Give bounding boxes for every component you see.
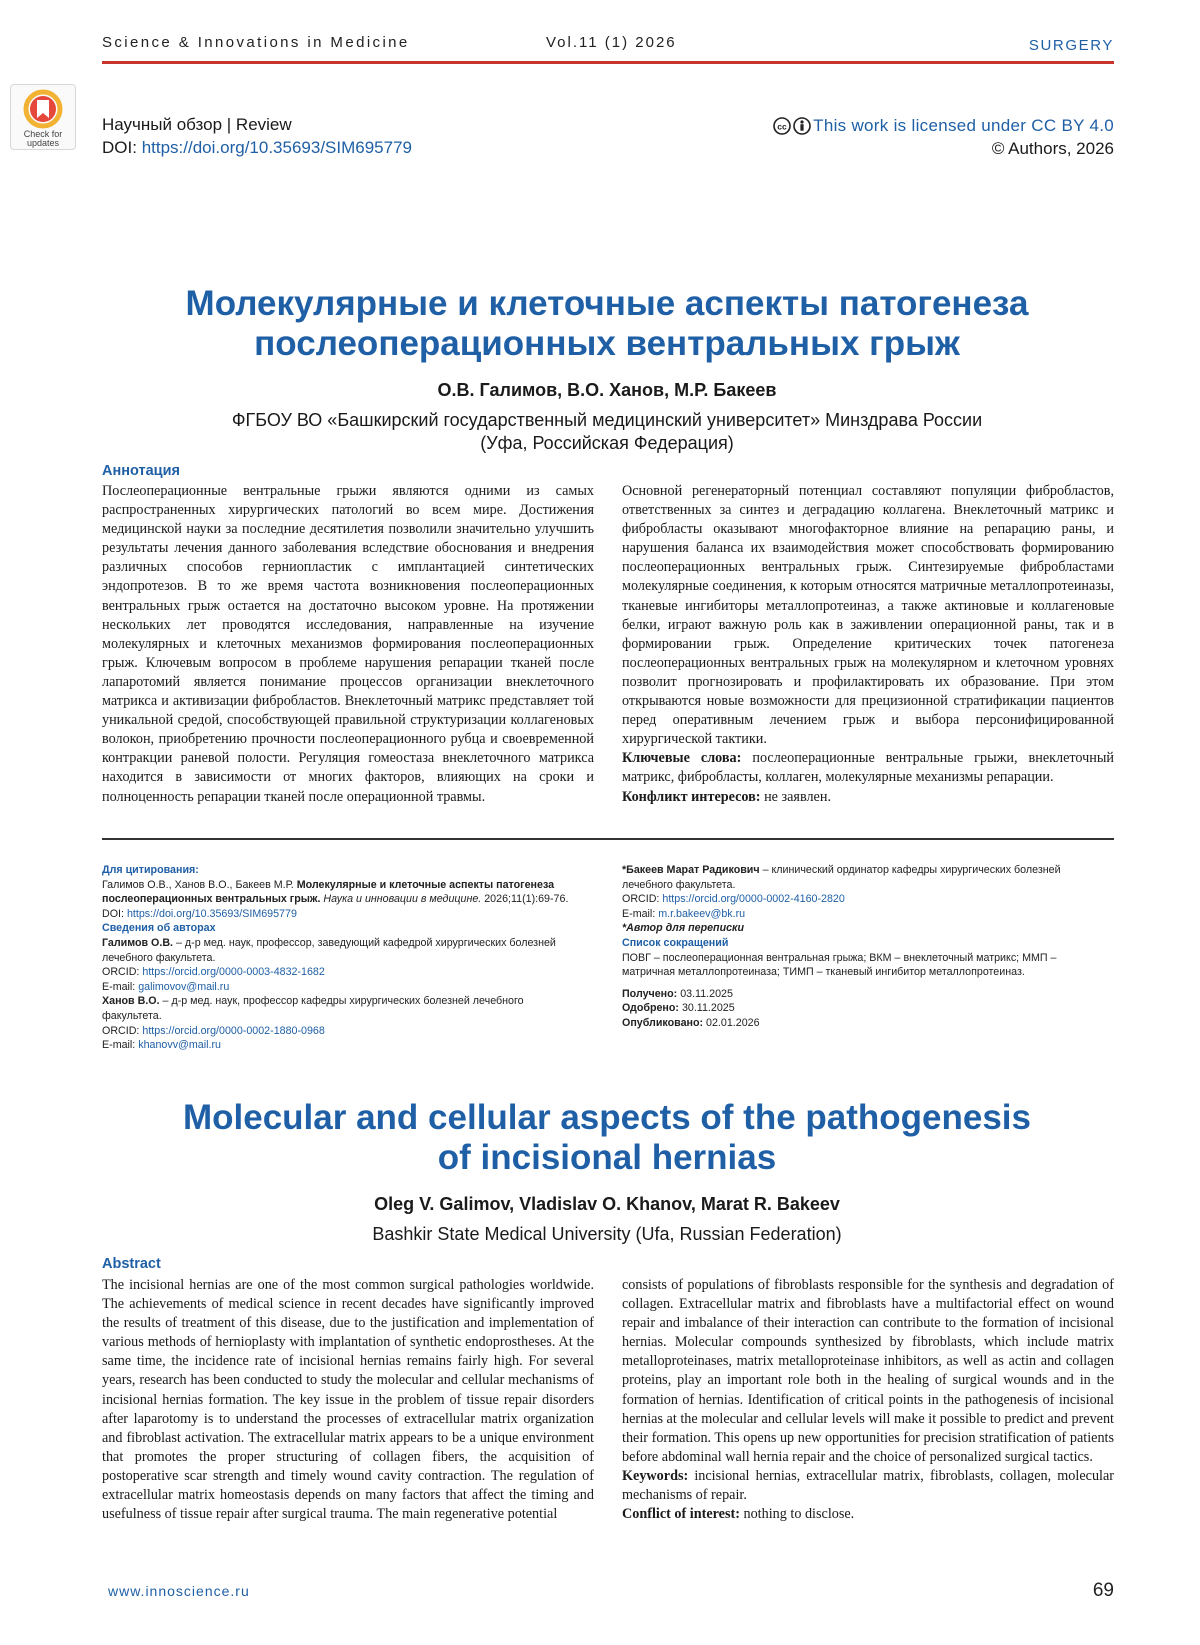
doi-link[interactable]: https://doi.org/10.35693/SIM695779	[141, 138, 412, 157]
footnotes-left	[102, 863, 572, 1053]
license-block	[773, 114, 1114, 160]
approved-date: 30.11.2025	[678, 1002, 735, 1015]
journal-name: Science & Innovations in Medicine	[102, 34, 410, 51]
author-3-name: *Бакеев Марат Радикович	[622, 864, 760, 876]
keywords-en: incisional hernias, extracellular matrix, fibroblasts, collagen, molecular mechanisms of repair.	[622, 1467, 1114, 1504]
running-header	[102, 34, 1114, 64]
abstract-ru-left: Послеоперационные вентральные грыжи являются одними из самых распространенных хирургических патологий во всем мире. Достижения медицинской науки за последние десятилетия позволили значительно улучшить результаты лечения данного заболевания вследствие обоснования и внедрения различных способов герниопластик с имплантацией синтетических эндопротезов. В то же время частота возникновения послеоперационных вентральных грыж остается на достаточно высоком уровне. На протяжении нескольких лет проводятся исследования, направленные на изучение молекулярных и клеточных механизмов формирования послеоперационных грыж. Ключевым вопросом в проблеме нарушения репарации тканей после лапаротомий является понимание процессов организации внеклеточного матрикса и активизации фибробластов. Внеклеточный матрикс представляет той уникальной средой, способствующей правильной структуризации коллагеновых волокон, приобретению прочности послеоперационного рубца и своевременной контракции раневой полости. Регуляция гомеостаза внеклеточного матрикса находится в зависимости от многих факторов, влияющих на сроки и полноценность репарации тканей после операционной травмы.	[102, 483, 594, 805]
conflict-en: nothing to disclose.	[739, 1506, 855, 1523]
volume-info: Vol.11 (1) 2026	[546, 34, 677, 51]
keywords-label-ru: Ключевые слова:	[622, 750, 742, 767]
svg-text:cc: cc	[777, 121, 787, 131]
approved-label: Одобрено:	[622, 1002, 679, 1015]
author-2-name: Ханов В.О.	[102, 995, 160, 1008]
affiliation-ru-line2: (Уфа, Российская Федерация)	[480, 433, 734, 453]
section-divider	[102, 838, 1114, 840]
check-for-updates-icon	[23, 89, 63, 129]
title-ru	[100, 284, 1114, 364]
author-2-email-link[interactable]: khanovv@mail.ru	[138, 1039, 221, 1052]
author-1-desc: – д-р мед. наук, профессор, заведующий кафедрой хирургических болезней лечебного факультета.	[102, 936, 556, 964]
affiliation-ru	[100, 409, 1114, 455]
license-link[interactable]: This work is licensed under CC BY 4.0	[813, 116, 1114, 135]
author-2-email-label: E-mail:	[102, 1039, 139, 1052]
citation-heading: Для цитирования:	[102, 864, 199, 876]
abstract-heading-ru: Аннотация	[102, 463, 180, 479]
author-1-orcid-label: ORCID:	[102, 966, 143, 979]
author-3-desc: – клинический ординатор кафедры хирургических болезней лечебного факультета.	[622, 864, 1061, 891]
footer-website-link[interactable]: www.innoscience.ru	[108, 1583, 250, 1599]
author-3-orcid-link[interactable]: https://orcid.org/0000-0002-4160-2820	[662, 893, 845, 906]
abstract-en-left: The incisional hernias are one of the most common surgical pathologies worldwide. The achievements of medical science in recent decades have significantly improved the results of treatment of this disease, due to the justification and implementation of various methods of hernioplasty with implantation of synthetic endoprostheses. At the same time, the incidence rate of incisional hernias remains fairly high. For several years, research has been conducted to study the molecular and cellular mechanisms of incisional hernias formation. The key issue in the problem of tissue repair disorders after laparotomy is to understand the processes of extracellular matrix organization and fibroblast activation. The extracellular matrix appears to be a unique environment that promotes the proper structuring of collagen fibers, the acquisition of postoperative scar strength and timely wound cavity contraction. The regulation of extracellular matrix homeostasis depends on many factors that affect the timing and usefulness of tissue repair after surgical trauma. The main regenerative potential	[102, 1277, 594, 1523]
title-en-line2: of incisional hernias	[437, 1138, 777, 1177]
citation-text	[102, 878, 572, 922]
received-label: Получено:	[622, 987, 678, 1000]
affiliation-ru-line1: ФГБОУ ВО «Башкирский государственный медицинский университет» Минздрава России	[231, 410, 983, 430]
creative-commons-icon	[773, 117, 791, 135]
published-label: Опубликовано:	[622, 1016, 704, 1029]
author-3-orcid-label: ORCID:	[622, 893, 663, 906]
author-2-orcid-link[interactable]: https://orcid.org/0000-0002-1880-0968	[142, 1024, 325, 1037]
abstract-heading-en: Abstract	[102, 1256, 161, 1272]
citation-title: Молекулярные и клеточные аспекты патогенеза послеоперационных вентральных грыж.	[102, 878, 555, 906]
abstract-ru-right	[622, 482, 1114, 807]
conflict-label-ru: Конфликт интересов:	[622, 788, 761, 805]
title-ru-line2: послеоперационных вентральных грыж	[254, 324, 960, 363]
citation-doi-link[interactable]: https://doi.org/10.35693/SIM695779	[126, 907, 297, 920]
correspondence-note: *Автор для переписки	[622, 922, 744, 935]
author-3-email-label: E-mail:	[622, 907, 659, 920]
check-for-updates-badge[interactable]	[10, 84, 76, 150]
author-3-email-link[interactable]: m.r.bakeev@bk.ru	[658, 907, 746, 920]
attribution-icon	[793, 117, 811, 135]
author-1-orcid-link[interactable]: https://orcid.org/0000-0003-4832-1682	[142, 966, 325, 979]
authors-info-heading: Сведения об авторах	[102, 922, 216, 935]
citation-rest: 2026;11(1):69-76. DOI:	[102, 893, 569, 920]
conflict-ru: не заявлен.	[760, 788, 831, 805]
abbreviations-text: ПОВГ – послеоперационная вентральная грыжа; ВКМ – внеклеточный матрикс; ММП – матричная металлопротеиназа; ТИМП – тканевый ингибитор металлопротеиназ.	[622, 951, 1057, 979]
published-date: 02.01.2026	[703, 1016, 760, 1029]
authors-ru: О.В. Галимов, В.О. Ханов, М.Р. Бакеев	[437, 380, 777, 400]
citation-journal: Наука и инновации в медицине.	[320, 893, 482, 906]
doi-label: DOI:	[102, 138, 137, 157]
article-type: Научный обзор | Review	[102, 115, 292, 134]
abstract-en-right	[622, 1276, 1114, 1524]
author-2-info	[102, 994, 572, 1023]
check-for-updates-label: Check for updates	[23, 129, 63, 148]
authors-en: Oleg V. Galimov, Vladislav O. Khanov, Marat R. Bakeev	[374, 1194, 840, 1214]
author-2-desc: – д-р мед. наук, профессор кафедры хирургических болезней лечебного факультета.	[102, 995, 524, 1022]
received-date: 03.11.2025	[677, 987, 733, 1000]
citation-authors: Галимов О.В., Ханов В.О., Бакеев М.Р.	[102, 878, 297, 891]
author-1-name: Галимов О.В.	[102, 936, 174, 949]
copyright: © Authors, 2026	[991, 139, 1114, 158]
title-en-line1: Molecular and cellular aspects of the pathogenesis	[182, 1098, 1031, 1137]
footnotes-right	[622, 863, 1082, 1031]
conflict-label-en: Conflict of interest:	[622, 1506, 740, 1523]
keywords-ru: послеоперационные вентральные грыжи, внеклеточный матрикс, фибробласты, коллаген, молекулярные механизмы репарации.	[622, 750, 1114, 786]
abbreviations-heading: Список сокращений	[622, 936, 729, 949]
author-1-info	[102, 936, 572, 965]
title-ru-line1: Молекулярные и клеточные аспекты патогенеза	[185, 284, 1029, 323]
page-number: 69	[1092, 1580, 1114, 1601]
abstract-ru-right-text: Основной регенераторный потенциал составляют популяции фибробластов, ответственных за синтез и деградацию коллагена. Внеклеточный матрикс и фибробласты оказывают многофакторное влияние на репарацию раны, и нарушения баланса их взаимодействия может способствовать формированию послеоперационных вентральных грыж. Синтезируемые фибробластами молекулярные соединения, к которым относятся матричные металлопротеиназы, тканевые ингибиторы металлопротеиназ, а также актиновые и коллагеновые белки, играют важную роль как в заживлении операционной раны, так и в формировании грыж. Определение критических точек патогенеза послеоперационных вентральных грыж на молекулярном и клеточном уровнях позволит прогнозировать и профилактировать их образование. При этом открываются новые возможности для прецизионной стратификации пациентов перед оперативным лечением грыж и выбора персонифицированной хирургической тактики.	[622, 483, 1114, 748]
article-meta	[102, 113, 412, 159]
abstract-en-right-text: consists of populations of fibroblasts responsible for the synthesis and degradation of collagen. Extracellular matrix and fibroblasts have a multifactorial effect on wound repair and imbalance of their interaction can contribute to the formation of incisional hernias. Molecular compounds synthesized by fibroblasts, which include matrix metalloproteinases, matrix metalloproteinase inhibitors, as well as actin and collagen proteins, play an important role both in the healing of surgical wounds and in the formation of hernias. Identification of critical points in the pathogenesis of incisional hernias at the molecular and cellular levels will make it possible to predict and prevent their formation. This opens up new opportunities for precision stratification of patients before abdominal wall hernia repair and the choice of personalized surgical tactics.	[622, 1277, 1114, 1465]
author-1-email-link[interactable]: galimovov@mail.ru	[138, 980, 230, 993]
title-en	[100, 1098, 1114, 1178]
author-2-orcid-label: ORCID:	[102, 1024, 143, 1037]
keywords-label-en: Keywords:	[622, 1467, 689, 1484]
author-3-info	[622, 863, 1082, 892]
author-1-email-label: E-mail:	[102, 980, 139, 993]
affiliation-en: Bashkir State Medical University (Ufa, Russian Federation)	[372, 1224, 842, 1244]
section-label: SURGERY	[1028, 37, 1114, 54]
